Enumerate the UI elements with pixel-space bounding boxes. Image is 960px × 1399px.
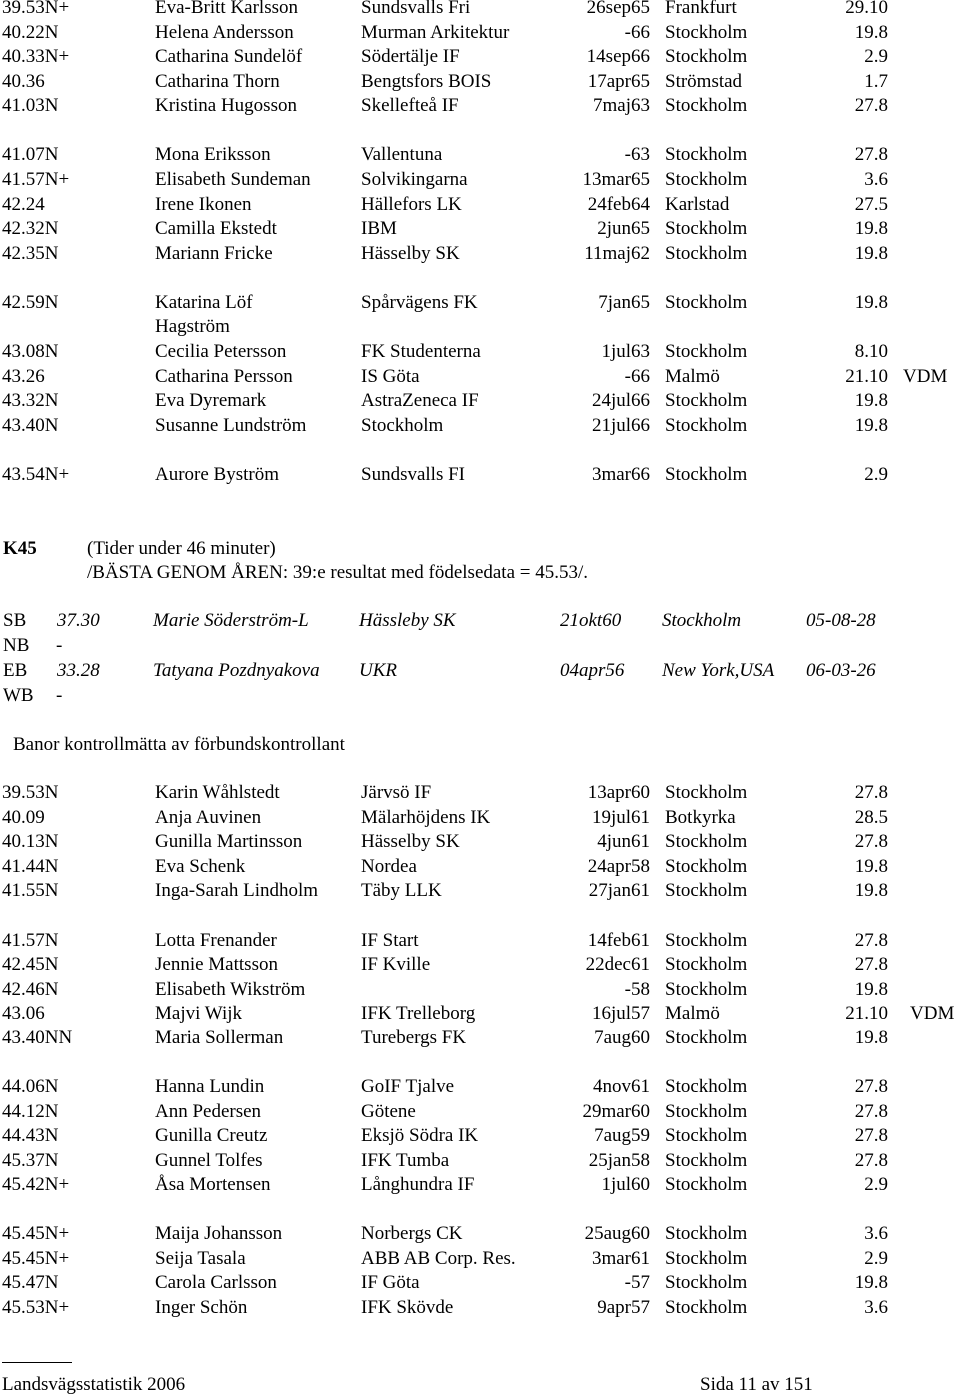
club-cell: Stockholm xyxy=(361,415,444,436)
date-cell: 3.6 xyxy=(864,1223,888,1244)
name-cell: Ann Pedersen xyxy=(155,1101,262,1122)
time-cell: 42.59N xyxy=(2,292,59,313)
table-row xyxy=(0,1026,960,1050)
table-row xyxy=(0,168,960,192)
birth-cell: 1jul63 xyxy=(601,341,650,362)
table-row xyxy=(0,879,960,903)
birth-cell: 14feb61 xyxy=(587,930,650,951)
birth-cell: 22dec61 xyxy=(585,954,650,975)
date-cell: 1.7 xyxy=(864,71,888,92)
birth-cell: 17apr65 xyxy=(587,71,650,92)
record-birth: 21okt60 xyxy=(560,610,622,631)
name-cell: Lotta Frenander xyxy=(155,930,277,951)
table-row xyxy=(0,1247,960,1271)
birth-cell: -58 xyxy=(624,979,650,1000)
section-code: K45 xyxy=(3,538,37,559)
club-cell: IFK Skövde xyxy=(361,1297,454,1318)
best-years-note: /BÄSTA GENOM ÅREN: 39:e resultat med födelsedata = 45.53/. xyxy=(87,562,589,583)
time-cell: 43.40NN xyxy=(2,1027,73,1048)
name-cell: Camilla Ekstedt xyxy=(155,218,277,239)
birth-cell: 3mar61 xyxy=(591,1248,650,1269)
table-row xyxy=(0,1100,960,1124)
time-cell: 40.36 xyxy=(2,71,45,92)
time-cell: 42.46N xyxy=(2,979,59,1000)
club-cell: Skellefteå IF xyxy=(361,95,459,116)
name-cell: Cecilia Petersson xyxy=(155,341,287,362)
club-cell: Hässelby SK xyxy=(361,243,460,264)
name-cell: Kristina Hugosson xyxy=(155,95,297,116)
place-cell: Stockholm xyxy=(665,831,748,852)
table-row xyxy=(0,0,960,20)
date-cell: 19.8 xyxy=(854,243,888,264)
date-cell: 27.8 xyxy=(854,144,888,165)
time-cell: 42.24 xyxy=(2,194,45,215)
birth-cell: 2jun65 xyxy=(597,218,650,239)
table-row xyxy=(0,389,960,413)
time-cell: 45.37N xyxy=(2,1150,59,1171)
birth-cell: 7jan65 xyxy=(598,292,650,313)
record-name: Marie Söderström-L xyxy=(153,610,309,631)
date-cell: 19.8 xyxy=(854,1272,888,1293)
section-subtitle: (Tider under 46 minuter) xyxy=(87,538,276,559)
name-cell: Irene Ikonen xyxy=(155,194,252,215)
table-row xyxy=(0,414,960,438)
table-row xyxy=(0,1222,960,1246)
birth-cell: 24feb64 xyxy=(587,194,650,215)
club-cell: Hällefors LK xyxy=(361,194,462,215)
place-cell: Stockholm xyxy=(665,1076,748,1097)
time-cell: 42.45N xyxy=(2,954,59,975)
time-cell: 43.26 xyxy=(2,366,45,387)
date-cell: 21.10 xyxy=(845,366,888,387)
place-cell: Stockholm xyxy=(665,930,748,951)
time-cell: 43.32N xyxy=(2,390,59,411)
date-cell: 19.8 xyxy=(854,415,888,436)
table-row xyxy=(0,1124,960,1148)
date-cell: 2.9 xyxy=(864,46,888,67)
birth-cell: 3mar66 xyxy=(591,464,650,485)
record-place: Stockholm xyxy=(662,610,742,631)
club-cell: Täby LLK xyxy=(361,880,442,901)
record-key: WB xyxy=(3,685,34,706)
birth-cell: 25jan58 xyxy=(588,1150,650,1171)
time-cell: 41.57N xyxy=(2,930,59,951)
name-cell: Carola Carlsson xyxy=(155,1272,277,1293)
birth-cell: 14sep66 xyxy=(586,46,650,67)
place-cell: Stockholm xyxy=(665,1223,748,1244)
date-cell: 27.5 xyxy=(854,194,888,215)
name-cell: Helena Andersson xyxy=(155,22,294,43)
table-row xyxy=(0,855,960,879)
date-cell: 19.8 xyxy=(854,979,888,1000)
club-cell: AstraZeneca IF xyxy=(361,390,479,411)
date-cell: 19.8 xyxy=(854,218,888,239)
name-cell: Elisabeth Sundeman xyxy=(155,169,311,190)
table-row xyxy=(0,1296,960,1320)
name-cell-continued: Hagström xyxy=(155,316,230,337)
time-cell: 43.08N xyxy=(2,341,59,362)
name-cell: Elisabeth Wikström xyxy=(155,979,306,1000)
club-cell: Mälarhöjdens IK xyxy=(361,807,491,828)
club-cell: Vallentuna xyxy=(361,144,443,165)
name-cell: Karin Wåhlstedt xyxy=(155,782,280,803)
club-cell: IF Göta xyxy=(361,1272,420,1293)
time-cell: 43.54N+ xyxy=(2,464,70,485)
table-row xyxy=(0,953,960,977)
place-cell: Stockholm xyxy=(665,1150,748,1171)
table-row xyxy=(0,193,960,217)
record-place: New York,USA xyxy=(662,660,775,681)
club-cell: IBM xyxy=(361,218,397,239)
name-cell: Inga-Sarah Lindholm xyxy=(155,880,319,901)
birth-cell: 25aug60 xyxy=(584,1223,650,1244)
record-time: - xyxy=(56,685,63,706)
time-cell: 42.35N xyxy=(2,243,59,264)
name-cell: Mariann Fricke xyxy=(155,243,273,264)
place-cell: Strömstad xyxy=(665,71,743,92)
name-cell: Seija Tasala xyxy=(155,1248,246,1269)
place-cell: Stockholm xyxy=(665,46,748,67)
table-row xyxy=(0,94,960,118)
name-cell: Hanna Lundin xyxy=(155,1076,265,1097)
place-cell: Stockholm xyxy=(665,218,748,239)
name-cell: Anja Auvinen xyxy=(155,807,262,828)
place-cell: Stockholm xyxy=(665,1027,748,1048)
club-cell: Järvsö IF xyxy=(361,782,432,803)
time-cell: 42.32N xyxy=(2,218,59,239)
birth-cell: 19jul61 xyxy=(591,807,650,828)
name-cell: Mona Eriksson xyxy=(155,144,271,165)
date-cell: 27.8 xyxy=(854,1125,888,1146)
birth-cell: -57 xyxy=(624,1272,650,1293)
date-cell: 19.8 xyxy=(854,1027,888,1048)
club-cell: IS Göta xyxy=(361,366,420,387)
place-cell: Stockholm xyxy=(665,95,748,116)
time-cell: 45.53N+ xyxy=(2,1297,70,1318)
record-key: SB xyxy=(3,610,27,631)
date-cell: 2.9 xyxy=(864,1174,888,1195)
time-cell: 44.43N xyxy=(2,1125,59,1146)
birth-cell: -63 xyxy=(624,144,650,165)
place-cell: Stockholm xyxy=(665,1272,748,1293)
place-cell: Stockholm xyxy=(665,856,748,877)
table-row xyxy=(0,217,960,241)
record-row xyxy=(0,609,960,633)
time-cell: 45.45N+ xyxy=(2,1223,70,1244)
name-cell: Eva Dyremark xyxy=(155,390,267,411)
birth-cell: 24jul66 xyxy=(591,390,650,411)
name-cell: Eva Schenk xyxy=(155,856,246,877)
birth-cell: 26sep65 xyxy=(586,0,650,18)
record-time: 37.30 xyxy=(57,610,100,631)
time-cell: 44.12N xyxy=(2,1101,59,1122)
record-name: Tatyana Pozdnyakova xyxy=(153,660,320,681)
place-cell: Botkyrka xyxy=(665,807,736,828)
date-cell: 21.10 xyxy=(845,1003,888,1024)
time-cell: 43.06 xyxy=(2,1003,45,1024)
table-row xyxy=(0,242,960,266)
date-cell: 8.10 xyxy=(854,341,888,362)
time-cell: 41.07N xyxy=(2,144,59,165)
record-date: 06-03-26 xyxy=(806,660,876,681)
name-cell: Åsa Mortensen xyxy=(155,1174,271,1195)
place-cell: Stockholm xyxy=(665,341,748,362)
date-cell: 19.8 xyxy=(854,856,888,877)
birth-cell: 7aug60 xyxy=(594,1027,650,1048)
club-cell: IF Kville xyxy=(361,954,431,975)
birth-cell: 11maj62 xyxy=(584,243,650,264)
place-cell: Frankfurt xyxy=(665,0,737,18)
table-row xyxy=(0,978,960,1002)
time-cell: 40.09 xyxy=(2,807,45,828)
name-cell: Jennie Mattsson xyxy=(155,954,278,975)
club-cell: Nordea xyxy=(361,856,417,877)
club-cell: Götene xyxy=(361,1101,416,1122)
club-cell: Bengtsfors BOIS xyxy=(361,71,492,92)
date-cell: 19.8 xyxy=(854,880,888,901)
club-cell: Solvikingarna xyxy=(361,169,468,190)
birth-cell: 4nov61 xyxy=(593,1076,650,1097)
date-cell: 19.8 xyxy=(854,22,888,43)
table-row xyxy=(0,1002,960,1026)
club-cell: IF Start xyxy=(361,930,419,951)
name-cell: Inger Schön xyxy=(155,1297,248,1318)
table-row xyxy=(0,929,960,953)
birth-cell: 4jun61 xyxy=(597,831,650,852)
record-time: - xyxy=(56,635,63,656)
time-cell: 43.40N xyxy=(2,415,59,436)
name-cell: Catharina Persson xyxy=(155,366,293,387)
club-cell: Långhundra IF xyxy=(361,1174,475,1195)
birth-cell: 1jul60 xyxy=(601,1174,650,1195)
name-cell: Gunilla Martinsson xyxy=(155,831,303,852)
table-row xyxy=(0,70,960,94)
date-cell: 19.8 xyxy=(854,292,888,313)
record-key: NB xyxy=(3,635,30,656)
date-cell: 27.8 xyxy=(854,782,888,803)
record-club: UKR xyxy=(359,660,397,681)
course-note: Banor kontrollmätta av förbundskontrollant xyxy=(13,734,345,755)
time-cell: 39.53N xyxy=(2,782,59,803)
time-cell: 45.47N xyxy=(2,1272,59,1293)
date-cell: 27.8 xyxy=(854,95,888,116)
birth-cell: 7maj63 xyxy=(593,95,650,116)
table-row xyxy=(0,21,960,45)
record-row xyxy=(0,684,960,708)
table-row xyxy=(0,291,960,337)
place-cell: Stockholm xyxy=(665,954,748,975)
table-row xyxy=(0,781,960,805)
time-cell: 41.44N xyxy=(2,856,59,877)
name-cell: Catharina Sundelöf xyxy=(155,46,303,67)
table-row xyxy=(0,45,960,69)
date-cell: 27.8 xyxy=(854,1101,888,1122)
birth-cell: -66 xyxy=(624,366,650,387)
name-cell: Gunnel Tolfes xyxy=(155,1150,263,1171)
place-cell: Stockholm xyxy=(665,1297,748,1318)
place-cell: Malmö xyxy=(665,1003,720,1024)
table-row xyxy=(0,1075,960,1099)
table-row xyxy=(0,830,960,854)
record-row xyxy=(0,659,960,683)
birth-cell: 27jan61 xyxy=(588,880,650,901)
time-cell: 40.22N xyxy=(2,22,59,43)
place-cell: Stockholm xyxy=(665,1248,748,1269)
club-cell: IFK Tumba xyxy=(361,1150,450,1171)
footer-left: Landsvägsstatistik 2006 xyxy=(2,1374,186,1395)
birth-cell: -66 xyxy=(624,22,650,43)
date-cell: 3.6 xyxy=(864,1297,888,1318)
time-cell: 41.03N xyxy=(2,95,59,116)
note-cell: VDM xyxy=(910,1003,955,1024)
place-cell: Stockholm xyxy=(665,22,748,43)
club-cell: Södertälje IF xyxy=(361,46,460,67)
date-cell: 29.10 xyxy=(845,0,888,18)
date-cell: 27.8 xyxy=(854,831,888,852)
club-cell: Spårvägens FK xyxy=(361,292,478,313)
time-cell: 41.55N xyxy=(2,880,59,901)
date-cell: 3.6 xyxy=(864,169,888,190)
table-row xyxy=(0,1149,960,1173)
place-cell: Malmö xyxy=(665,366,720,387)
club-cell: Sundsvalls FI xyxy=(361,464,465,485)
club-cell: Turebergs FK xyxy=(361,1027,467,1048)
time-cell: 40.13N xyxy=(2,831,59,852)
club-cell: Hässelby SK xyxy=(361,831,460,852)
place-cell: Stockholm xyxy=(665,880,748,901)
club-cell: GoIF Tjalve xyxy=(361,1076,455,1097)
birth-cell: 7aug59 xyxy=(594,1125,650,1146)
record-club: Hässleby SK xyxy=(359,610,456,631)
birth-cell: 29mar60 xyxy=(582,1101,650,1122)
place-cell: Karlstad xyxy=(665,194,730,215)
name-cell: Katarina Löf xyxy=(155,292,253,313)
record-date: 05-08-28 xyxy=(806,610,876,631)
time-cell: 45.42N+ xyxy=(2,1174,70,1195)
table-row xyxy=(0,463,960,487)
name-cell: Catharina Thorn xyxy=(155,71,280,92)
birth-cell: 13mar65 xyxy=(582,169,650,190)
time-cell: 39.53N+ xyxy=(2,0,70,18)
name-cell: Aurore Byström xyxy=(155,464,280,485)
table-row xyxy=(0,1271,960,1295)
place-cell: Stockholm xyxy=(665,1125,748,1146)
place-cell: Stockholm xyxy=(665,390,748,411)
place-cell: Stockholm xyxy=(665,1174,748,1195)
club-cell: FK Studenterna xyxy=(361,341,481,362)
table-row xyxy=(0,143,960,167)
birth-cell: 9apr57 xyxy=(597,1297,650,1318)
date-cell: 27.8 xyxy=(854,930,888,951)
place-cell: Stockholm xyxy=(665,292,748,313)
time-cell: 41.57N+ xyxy=(2,169,70,190)
name-cell: Susanne Lundström xyxy=(155,415,307,436)
place-cell: Stockholm xyxy=(665,144,748,165)
record-birth: 04apr56 xyxy=(560,660,625,681)
club-cell: Sundsvalls Fri xyxy=(361,0,471,18)
time-cell: 45.45N+ xyxy=(2,1248,70,1269)
record-time: 33.28 xyxy=(57,660,100,681)
record-row xyxy=(0,634,960,658)
footer-rule xyxy=(2,1362,72,1363)
club-cell: Norbergs CK xyxy=(361,1223,463,1244)
date-cell: 27.8 xyxy=(854,1150,888,1171)
place-cell: Stockholm xyxy=(665,464,748,485)
place-cell: Stockholm xyxy=(665,979,748,1000)
birth-cell: 24apr58 xyxy=(587,856,650,877)
date-cell: 27.8 xyxy=(854,954,888,975)
date-cell: 27.8 xyxy=(854,1076,888,1097)
place-cell: Stockholm xyxy=(665,1101,748,1122)
birth-cell: 21jul66 xyxy=(591,415,650,436)
date-cell: 2.9 xyxy=(864,464,888,485)
place-cell: Stockholm xyxy=(665,782,748,803)
note-cell: VDM xyxy=(903,366,948,387)
place-cell: Stockholm xyxy=(665,169,748,190)
table-row xyxy=(0,806,960,830)
footer-right: Sida 11 av 151 xyxy=(700,1374,813,1395)
place-cell: Stockholm xyxy=(665,243,748,264)
club-cell: IFK Trelleborg xyxy=(361,1003,476,1024)
club-cell: Murman Arkitektur xyxy=(361,22,510,43)
name-cell: Gunilla Creutz xyxy=(155,1125,268,1146)
date-cell: 28.5 xyxy=(854,807,888,828)
name-cell: Maija Johansson xyxy=(155,1223,283,1244)
name-cell: Eva-Britt Karlsson xyxy=(155,0,299,18)
club-cell: ABB AB Corp. Res. xyxy=(361,1248,516,1269)
record-key: EB xyxy=(3,660,28,681)
time-cell: 40.33N+ xyxy=(2,46,70,67)
table-row xyxy=(0,365,960,389)
birth-cell: 13apr60 xyxy=(587,782,650,803)
name-cell: Maria Sollerman xyxy=(155,1027,284,1048)
name-cell: Majvi Wijk xyxy=(155,1003,243,1024)
time-cell: 44.06N xyxy=(2,1076,59,1097)
place-cell: Stockholm xyxy=(665,415,748,436)
date-cell: 2.9 xyxy=(864,1248,888,1269)
club-cell: Eksjö Södra IK xyxy=(361,1125,479,1146)
table-row xyxy=(0,1173,960,1197)
birth-cell: 16jul57 xyxy=(591,1003,650,1024)
date-cell: 19.8 xyxy=(854,390,888,411)
table-row xyxy=(0,340,960,364)
